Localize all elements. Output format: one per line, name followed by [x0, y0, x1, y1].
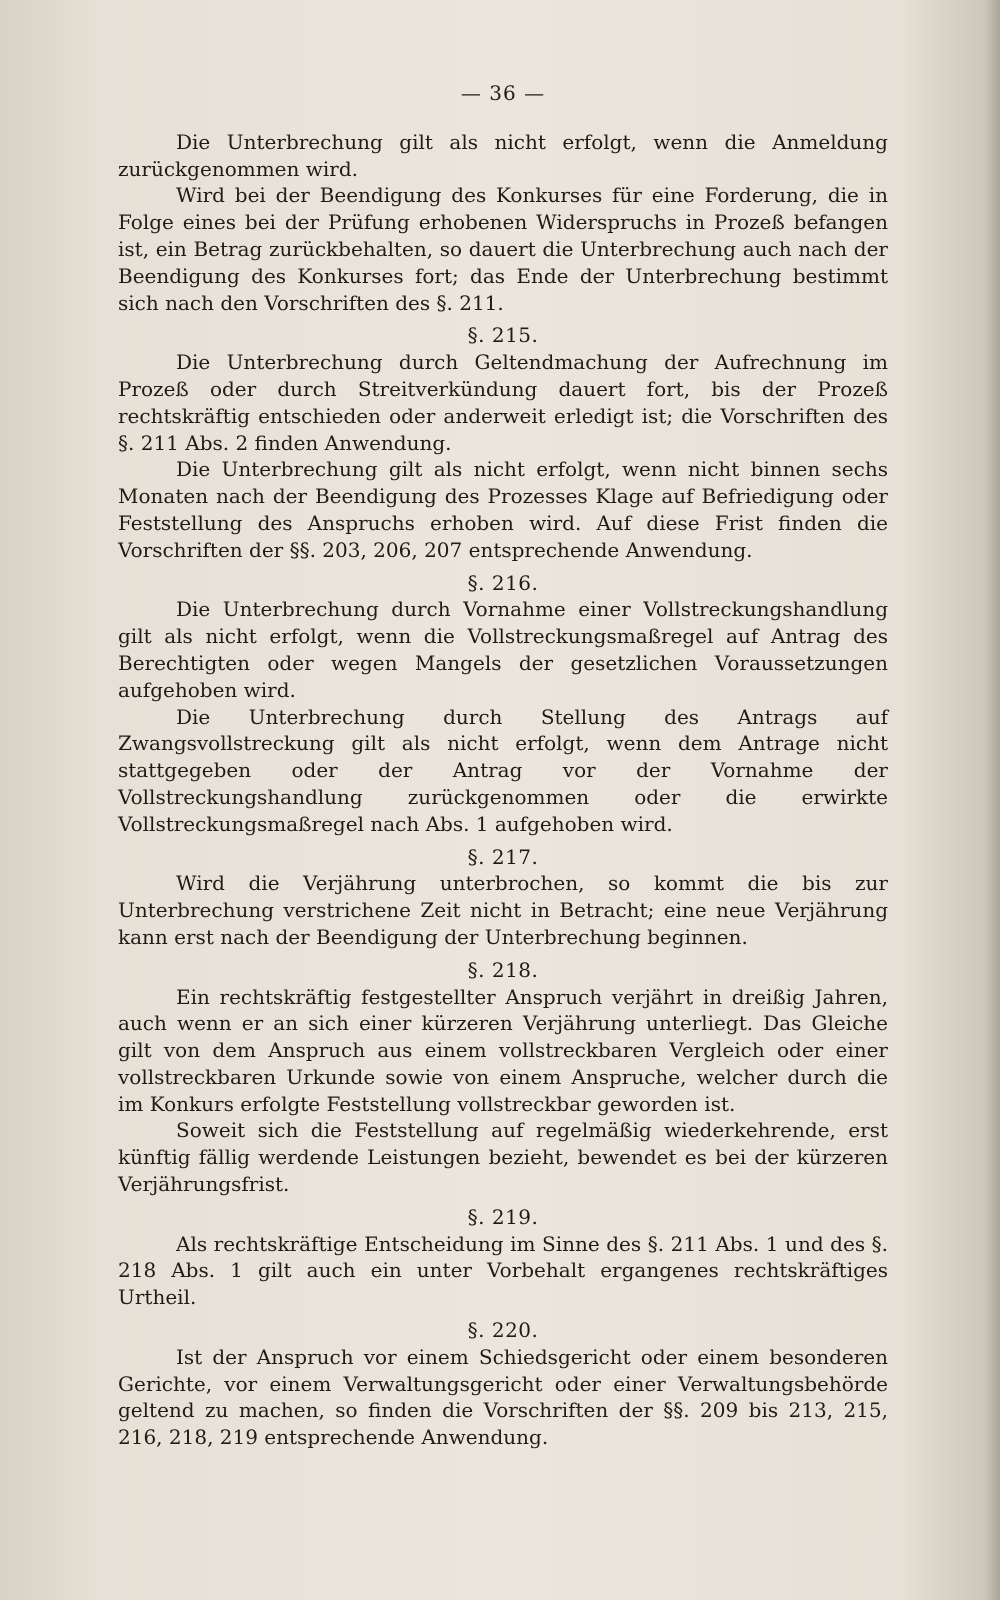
paragraph: Die Unterbrechung gilt als nicht erfolgt, wenn die Anmeldung zurückgenommen wird.: [118, 129, 888, 181]
page-number: — 36 —: [460, 81, 546, 105]
paragraph: Ein rechtskräftig festgestellter Anspruch verjährt in dreißig Jahren, auch wenn er an sich einer kürzeren Verjährung unterliegt. Das Gleiche gilt von dem Anspruch aus einem vollstreckbaren Vergleich oder einer vollstreckbaren Urkunde sowie von einem Anspruche, welcher durch die im Konkurs erfolgte Feststellung vollstreckbar geworden ist.: [118, 984, 888, 1116]
section-heading: §. 219.: [467, 1204, 539, 1229]
text-block: [118, 80, 888, 1451]
paragraph: Wird bei der Beendigung des Konkurses für eine Forderung, die in Folge eines bei der Prüfung erhobenen Widerspruchs in Prozeß befangen ist, ein Betrag zurückbehalten, so dauert die Unterbrechung auch nach der Beendigung des Konkurses fort; das Ende der Unterbrechung bestimmt sich nach den Vorschriften des §. 211.: [118, 183, 888, 315]
paragraph: Ist der Anspruch vor einem Schiedsgericht oder einem besonderen Gerichte, vor einem Verwaltungsgericht oder einer Verwaltungsbehörde geltend zu machen, so finden die Vorschriften der §§. 209 bis 213, 215, 216, 218, 219 entsprechende Anwendung.: [118, 1344, 888, 1450]
paragraph: Die Unterbrechung durch Stellung des Antrags auf Zwangsvollstreckung gilt als nicht erfolgt, wenn dem Antrage nicht stattgegeben oder der Antrag vor der Vornahme der Vollstreckungshandlung zurückgenommen oder die erwirkte Vollstreckungsmaßregel nach Abs. 1 aufgehoben wird.: [118, 704, 888, 836]
paragraph: Die Unterbrechung gilt als nicht erfolgt, wenn nicht binnen sechs Monaten nach der Beendigung des Prozesses Klage auf Befriedigung oder Feststellung des Anspruchs erhoben wird. Auf diese Frist finden die Vorschriften der §§. 203, 206, 207 entsprechende Anwendung.: [118, 457, 888, 562]
page-edge-shadow: [984, 0, 1000, 1600]
paragraph: Die Unterbrechung durch Vornahme einer Vollstreckungshandlung gilt als nicht erfolgt, wenn die Vollstreckungsmaßregel auf Antrag des Berechtigten oder wegen Mangels der gesetzlichen Voraussetzungen aufgehoben wird.: [118, 597, 888, 702]
paragraph: Die Unterbrechung durch Geltendmachung der Aufrechnung im Prozeß oder durch Streitverkündung dauert fort, bis der Prozeß rechtskräftig entschieden oder anderweit erledigt ist; die Vorschriften des §. 211 Abs. 2 finden Anwendung.: [118, 350, 888, 455]
paragraph: Wird die Verjährung unterbrochen, so kommt die bis zur Unterbrechung verstrichene Zeit nicht in Betracht; eine neue Verjährung kann erst nach der Beendigung der Unterbrechung beginnen.: [118, 871, 888, 949]
section-heading: §. 216.: [467, 570, 539, 595]
section-heading: §. 218.: [467, 957, 539, 982]
paragraph: Als rechtskräftige Entscheidung im Sinne des §. 211 Abs. 1 und des §. 218 Abs. 1 gilt auch ein unter Vorbehalt ergangenes rechtskräftiges Urtheil.: [118, 1231, 888, 1310]
section-heading: §. 217.: [467, 844, 539, 869]
paragraph: Soweit sich die Feststellung auf regelmäßig wiederkehrende, erst künftig fällig werdende Leistungen bezieht, bewendet es bei der kürzeren Verjährungsfrist.: [118, 1118, 888, 1197]
section-heading: §. 215.: [467, 323, 539, 348]
section-heading: §. 220.: [467, 1318, 539, 1343]
